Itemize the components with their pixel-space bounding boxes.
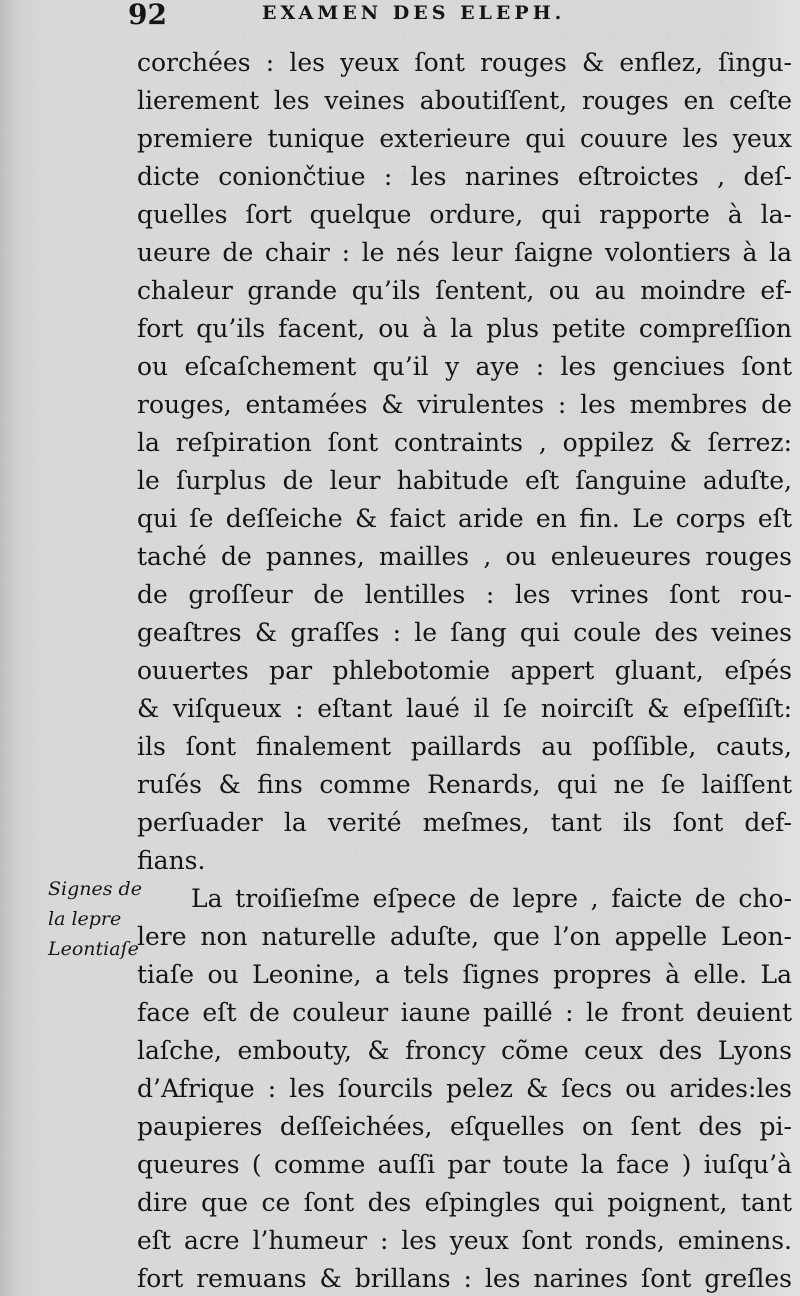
text-line: face eſt de couleur iaune paillé : le front deuient [137, 998, 792, 1027]
text-line: laſche, embouty, & froncy cõme ceux des Lyons [137, 1036, 792, 1065]
running-head: EXAMEN DES ELEPH. [262, 2, 566, 24]
text-line: perſuader la verité meſmes, tant ils ſont def- [137, 808, 792, 837]
page-number: 92 [128, 0, 167, 31]
text-line: ueure de chair : le nés leur ſaigne volontiers à la [137, 238, 792, 267]
text-line: paupieres deſſeichées, eſquelles on ſent des pi- [137, 1112, 792, 1141]
text-line: d’Afrique : les ſourcils pelez & ſecs ou arides:les [137, 1074, 792, 1103]
text-line: quelles ſort quelque ordure, qui rapporte à la- [137, 200, 792, 229]
text-line: le ſurplus de leur habitude eſt ſanguine aduſte, [137, 466, 792, 495]
text-line: rouges, entamées & virulentes : les membres de [137, 390, 792, 419]
margin-note-line: Leontiaſe [48, 938, 139, 960]
text-line: geaſtres & graſſes : le ſang qui coule des veines [137, 618, 792, 647]
main-text [137, 44, 792, 1296]
text-line: fians. [137, 846, 206, 875]
text-line: lere non naturelle aduſte, que l’on appelle Leon- [137, 922, 792, 951]
text-line: la reſpiration ſont contraints , oppilez & ſerrez: [137, 428, 792, 457]
text-line: & viſqueux : eſtant laué il ſe noirciſt & eſpeſſiſt: [137, 694, 792, 723]
text-line: qui ſe deſſeiche & faict aride en fin. Le corps eſt [137, 504, 792, 533]
text-line: fort qu’ils facent, ou à la plus petite compreſſion [137, 314, 792, 343]
paragraph-start-line: La troiſieſme eſpece de lepre , faicte de cho- [191, 884, 792, 913]
text-line: ils ſont finalement paillards au poſſible, cauts, [137, 732, 792, 761]
text-line: ruſés & fins comme Renards, qui ne ſe laiſſent [137, 770, 792, 799]
margin-note-line: Signes de [48, 878, 142, 900]
page-header [118, 0, 718, 30]
text-line: queures ( comme auſſi par toute la face ) iuſqu’à [137, 1150, 792, 1179]
text-line: taché de pannes, mailles , ou enleueures rouges [137, 542, 792, 571]
text-line: ouuertes par phlebotomie appert gluant, eſpés [137, 656, 792, 685]
text-line: chaleur grande qu’ils ſentent, ou au moindre ef- [137, 276, 792, 305]
text-line: tiaſe ou Leonine, a tels ſignes propres à elle. La [137, 960, 792, 989]
text-line: lierement les veines aboutiſſent, rouges en ceſte [137, 86, 792, 115]
text-line: de groſſeur de lentilles : les vrines ſont rou- [137, 580, 792, 609]
text-line: ou eſcaſchement qu’il y aye : les genciues ſont [137, 352, 792, 381]
text-line: corchées : les yeux ſont rouges & enflez, ſingu- [137, 48, 792, 77]
text-line: premiere tunique exterieure qui couure les yeux [137, 124, 792, 153]
text-line: fort remuans & brillans : les narines ſont greſles [137, 1264, 792, 1293]
text-line: dire que ce ſont des eſpingles qui poignent, tant [137, 1188, 792, 1217]
text-line: dicte coniončtiue : les narines eſtroictes , deſ- [137, 162, 792, 191]
margin-note-line: la lepre [48, 908, 122, 930]
text-line: eſt acre l’humeur : les yeux ſont ronds, eminens. [137, 1226, 792, 1255]
